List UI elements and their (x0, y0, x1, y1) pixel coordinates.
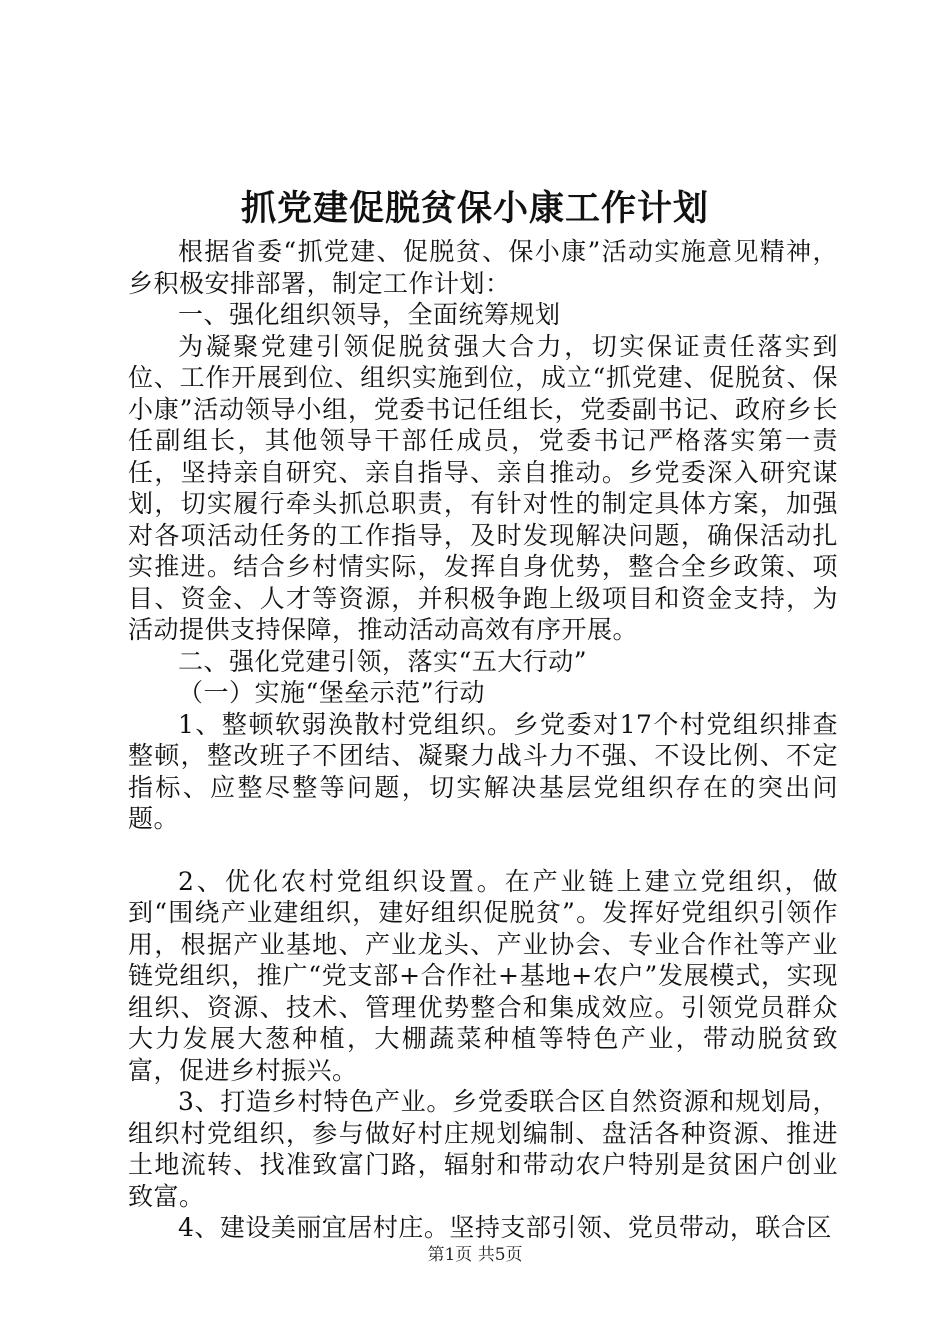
document-title: 抓党建促脱贫保小康工作计划 (240, 188, 709, 229)
paragraph-gap (128, 835, 838, 866)
page-indicator: 第1页 共5页 (427, 1245, 523, 1265)
subsection-heading-1: （一）实施“堡垒示范”行动 (178, 678, 486, 707)
item-paragraph-1: 1、整顿软弱涣散村党组织。乡党委对17个村党组织排查整顿，整改班子不团结、凝聚力战斗力不强、不设比例、不定指标、应整尽整等问题，切实解决基层党组织存在的突出问题。 (128, 709, 838, 833)
section-1-paragraph: 为凝聚党建引领促脱贫强大合力，切实保证责任落实到位、工作开展到位、组织实施到位，成立“抓党建、促脱贫、保小康”活动领导小组，党委书记任组长，党委副书记、政府乡长任副组长，其他领导干部任成员，党委书记严格落实第一责任，坚持亲自研究、亲自指导、亲自推动。乡党委深入研究谋划，切实履行牵头抓总职责，有针对性的制定具体方案，加强对各项活动任务的工作指导，及时发现解决问题，确保活动扎实推进。结合乡村情实际，发挥自身优势，整合全乡政策、项目、资金、人才等资源，并积极争跑上级项目和资金支持，为活动提供支持保障，推动活动高效有序开展。 (128, 331, 838, 644)
item-paragraph-4: 4、建设美丽宜居村庄。坚持支部引领、党员带动，联合区 (178, 1213, 832, 1242)
document-body (128, 236, 838, 1244)
section-heading-1: 一、强化组织领导，全面统筹规划 (178, 300, 561, 329)
intro-paragraph: 根据省委“抓党建、促脱贫、保小康”活动实施意见精神，乡积极安排部署，制定工作计划： (128, 237, 838, 298)
item-paragraph-2: 2、优化农村党组织设置。在产业链上建立党组织，做到“围绕产业建组织，建好组织促脱贫”。发挥好党组织引领作用，根据产业基地、产业龙头、产业协会、专业合作社等产业链党组织，推广“党支部+合作社+基地+农户”发展模式，实现组织、资源、技术、管理优势整合和集成效应。引领党员群众大力发展大葱种植，大棚蔬菜种植等特色产业，带动脱贫致富，促进乡村振兴。 (128, 866, 838, 1085)
item-paragraph-3: 3、打造乡村特色产业。乡党委联合区自然资源和规划局，组织村党组织，参与做好村庄规划编制、盘活各种资源、推进土地流转、找准致富门路，辐射和带动农户特别是贫困户创业致富。 (128, 1087, 838, 1211)
section-heading-2: 二、强化党建引领，落实“五大行动” (178, 646, 588, 676)
